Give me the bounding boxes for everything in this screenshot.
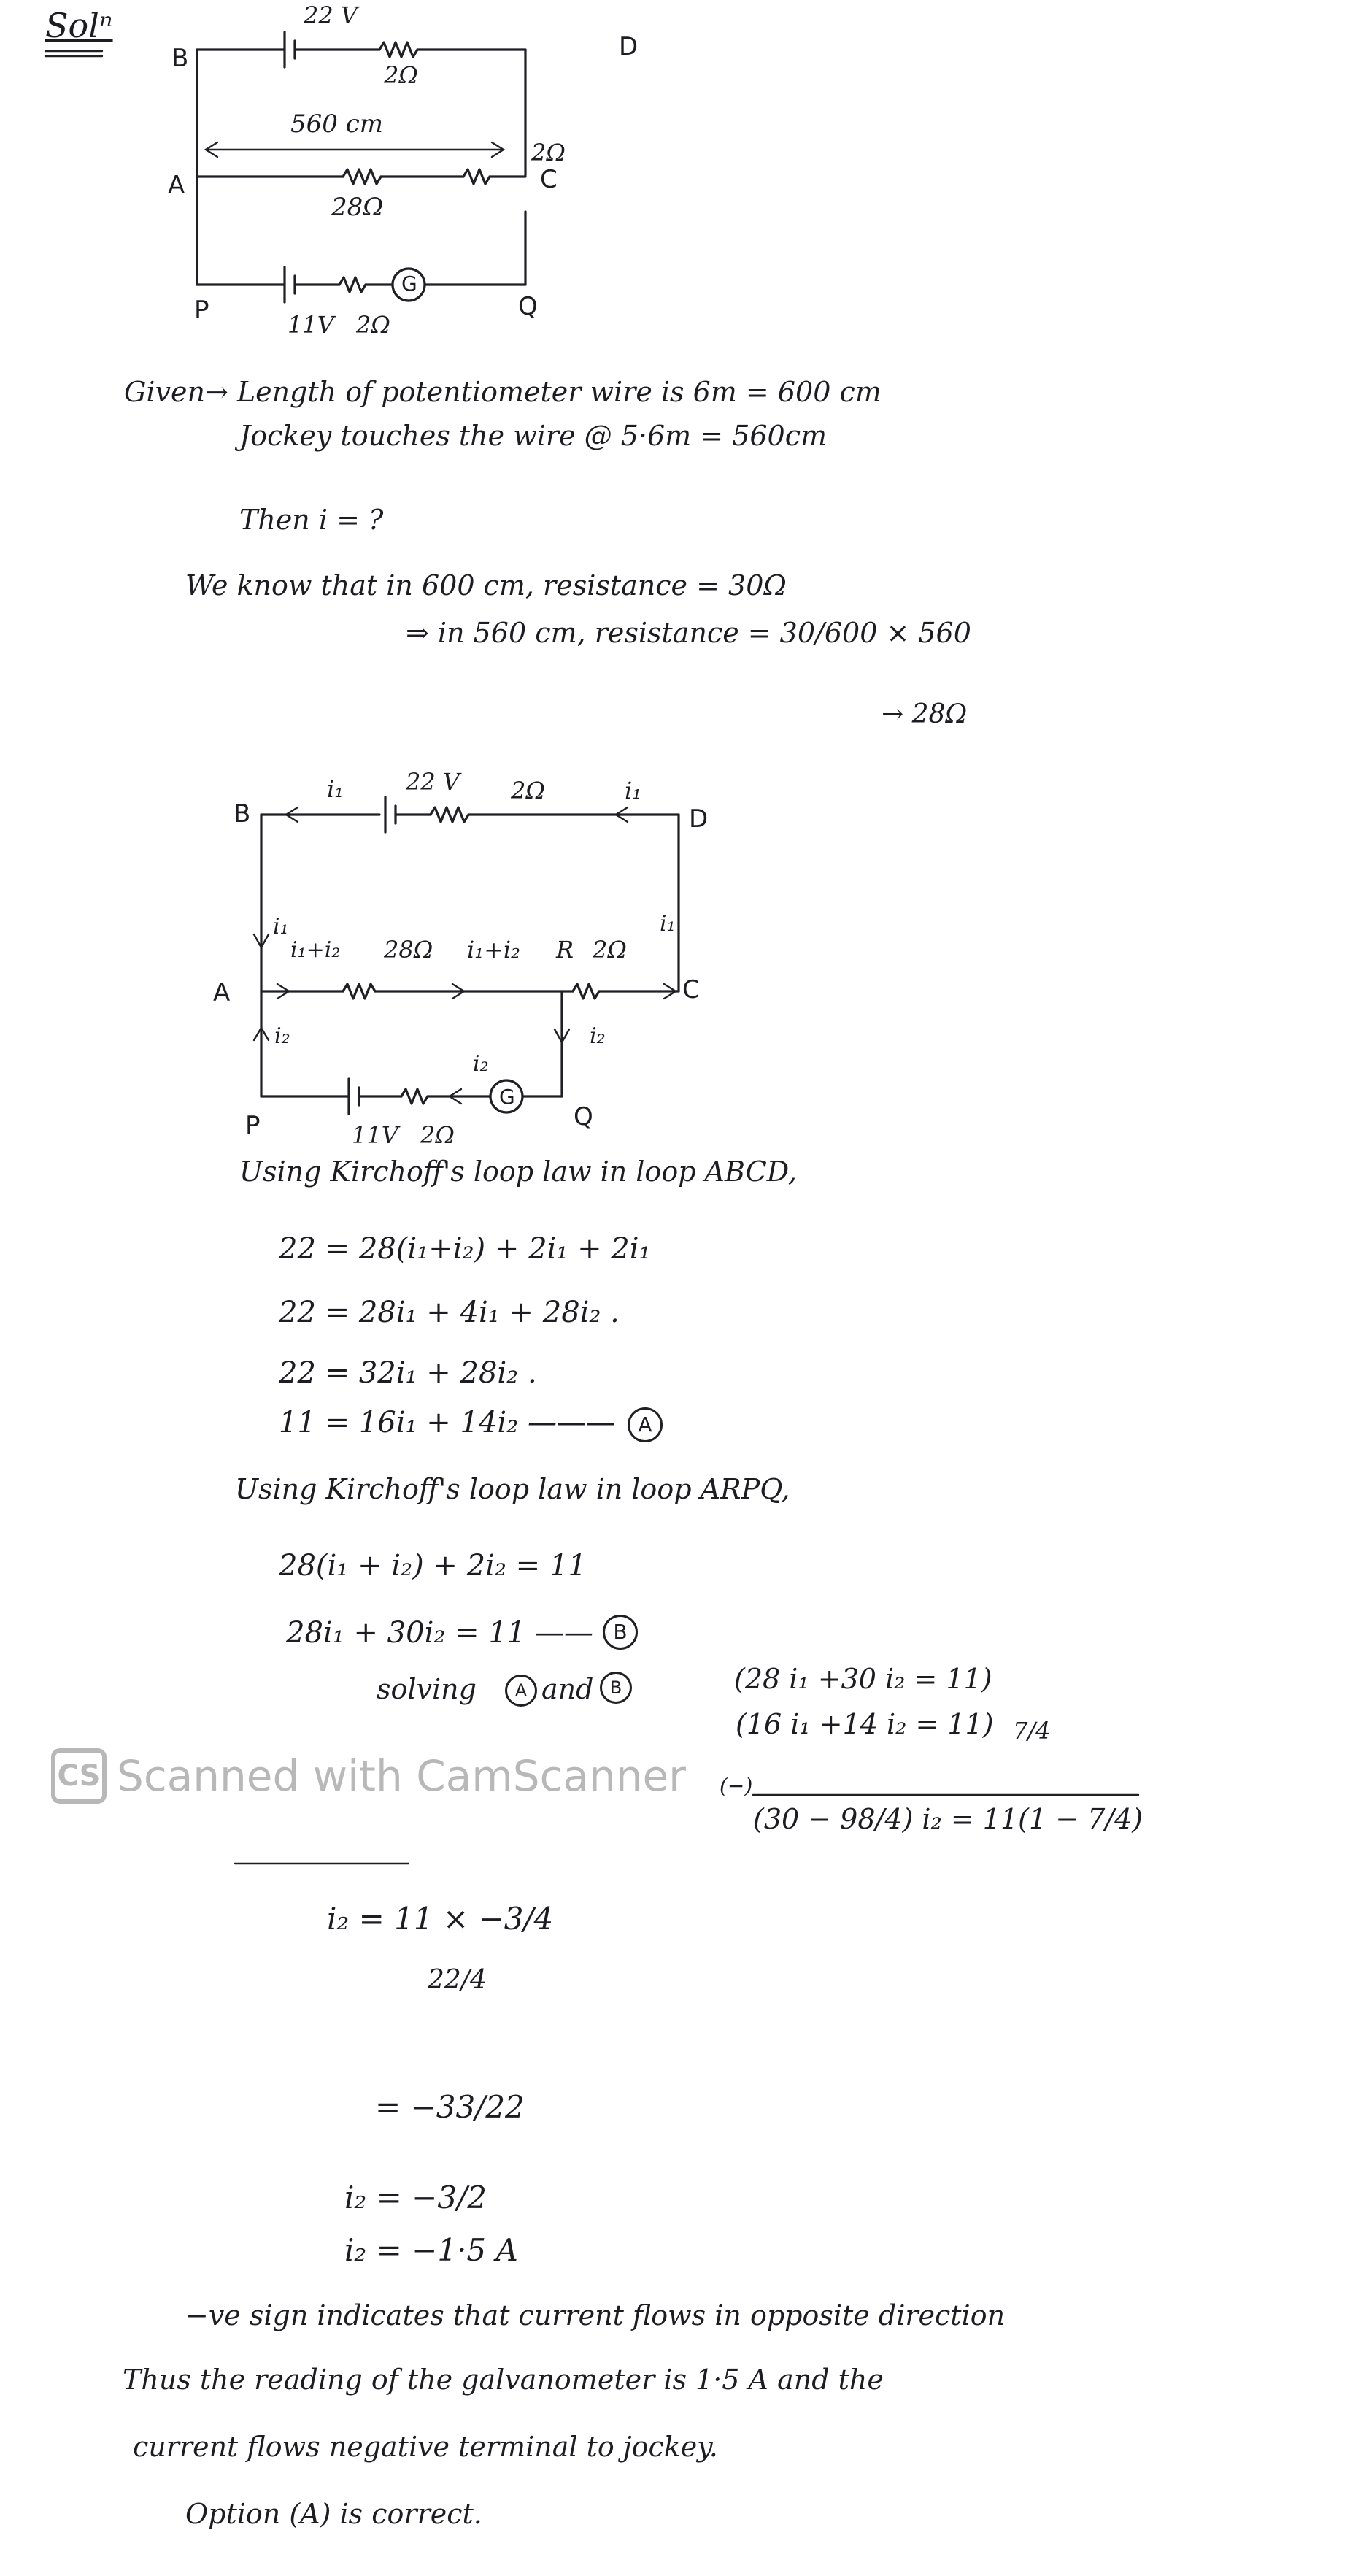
- divider-line: [234, 1861, 423, 1866]
- c2-i1i2-mid: i₁+i₂: [467, 936, 520, 964]
- eq-tag-B: B: [603, 1615, 638, 1650]
- subtraction-line: [752, 1792, 1146, 1798]
- solving-text: solving: [377, 1673, 477, 1705]
- c2-i1-rightwire: i₁: [660, 911, 676, 937]
- loop2-line-1: 28(i₁ + i₂) + 2i₂ = 11: [279, 1549, 587, 1583]
- c2-i1-right: i₁: [625, 777, 642, 804]
- c1-node-Q: Q: [518, 292, 538, 321]
- c2-node-C: C: [682, 975, 700, 1004]
- c2-i1-top: i₁: [327, 775, 344, 803]
- loop2-title: Using Kirchoff's loop law in loop ARPQ,: [235, 1473, 790, 1505]
- solving-tag-B: B: [600, 1672, 632, 1704]
- camscanner-logo: CS: [51, 1748, 107, 1804]
- c1-galvanometer-label: G: [401, 272, 417, 296]
- loop1-line-3: 22 = 32i₁ + 28i₂ .: [279, 1356, 537, 1390]
- c2-emf-top: 22 V: [406, 768, 460, 796]
- loop2-line-2: 28i₁ + 30i₂ = 11 ——: [286, 1616, 593, 1650]
- solving-eq-2: (16 i₁ +14 i₂ = 11): [736, 1708, 994, 1740]
- resistor-bottom: [339, 277, 366, 292]
- solving-eq-1: (28 i₁ +30 i₂ = 11): [734, 1663, 992, 1695]
- camscanner-watermark: [51, 1748, 686, 1804]
- c2-node-B: B: [234, 799, 251, 828]
- c1-emf-top: 22 V: [304, 1, 358, 29]
- loop1-line-4: 11 = 16i₁ + 14i₂ ———: [279, 1406, 615, 1439]
- calc-line-1: i₂ = 11 × −3/4: [327, 1901, 554, 1937]
- resistor-right: [463, 169, 490, 184]
- c2-R: R: [556, 936, 574, 964]
- c1-node-A: A: [168, 171, 185, 200]
- solving-tag-A: A: [505, 1675, 537, 1707]
- c1-r-wire: 28Ω: [331, 193, 384, 222]
- c2-node-Q: Q: [574, 1102, 593, 1131]
- c1-emf-bottom: 11V: [288, 311, 334, 339]
- c2-i2-right: i₂: [590, 1023, 606, 1049]
- solution-heading: Solⁿ: [45, 6, 113, 45]
- calc-line-2: 22/4: [428, 1965, 487, 1995]
- conclusion-line-3: current flows negative terminal to jockey.: [133, 2431, 718, 2463]
- c2-r-right: 2Ω: [593, 936, 627, 964]
- loop1-line-1: 22 = 28(i₁+i₂) + 2i₁ + 2i₁: [279, 1232, 651, 1266]
- given-line-3: Then i = ?: [239, 504, 384, 536]
- c1-node-B: B: [171, 44, 189, 73]
- c1-node-D: D: [619, 32, 639, 61]
- c2-emf-bottom: 11V: [352, 1121, 398, 1149]
- c2-galvanometer-label: G: [499, 1085, 515, 1109]
- c2-i1-left: i₁: [273, 914, 289, 939]
- c1-node-C: C: [540, 165, 558, 194]
- resistance-line-3: → 28Ω: [882, 699, 968, 729]
- c2-i2-mid: i₂: [473, 1051, 489, 1077]
- resistor-28: [343, 169, 381, 184]
- c2-r-wire: 28Ω: [384, 936, 433, 964]
- solving-multiplier: 7/4: [1013, 1717, 1051, 1745]
- c1-length-label: 560 cm: [290, 109, 383, 139]
- c1-r-top: 2Ω: [384, 61, 418, 89]
- c2-node-P: P: [245, 1111, 261, 1140]
- calc-line-5: i₂ = −1·5 A: [344, 2232, 518, 2268]
- c2-node-D: D: [689, 804, 709, 834]
- heading-double-underline: [44, 48, 109, 58]
- given-line-2: Jockey touches the wire @ 5·6m = 560cm: [239, 420, 828, 452]
- loop1-line-2: 22 = 28i₁ + 4i₁ + 28i₂ .: [279, 1296, 620, 1329]
- calc-line-3: = −33/22: [375, 2089, 525, 2125]
- c2-i2-left: i₂: [274, 1023, 290, 1049]
- calc-line-4: i₂ = −3/2: [344, 2180, 487, 2215]
- conclusion-line-4: Option (A) is correct.: [185, 2498, 482, 2530]
- conclusion-line-1: −ve sign indicates that current flows in opposite direction: [185, 2299, 1006, 2331]
- solving-result: (30 − 98/4) i₂ = 11(1 − 7/4): [753, 1803, 1143, 1835]
- conclusion-line-2: Thus the reading of the galvanometer is 1·5 A and the: [123, 2364, 884, 2396]
- resistor-top: [379, 42, 417, 57]
- c2-r-bottom: 2Ω: [420, 1121, 455, 1149]
- resistance-line-2: ⇒ in 560 cm, resistance = 30/600 × 560: [406, 617, 971, 649]
- given-line-1: Given→ Length of potentiometer wire is 6m = 600 cm: [124, 376, 882, 408]
- c1-node-P: P: [194, 296, 209, 325]
- resistance-line-1: We know that in 600 cm, resistance = 30Ω: [185, 569, 787, 601]
- eq-tag-A: A: [628, 1407, 663, 1442]
- c1-r-bottom: 2Ω: [356, 311, 390, 339]
- c2-i1i2-left: i₁+i₂: [290, 937, 341, 963]
- solving-and: and: [541, 1673, 594, 1705]
- c2-r-top: 2Ω: [511, 777, 545, 804]
- c1-r-right: 2Ω: [531, 139, 566, 166]
- camscanner-text: Scanned with CamScanner: [117, 1751, 687, 1801]
- loop1-title: Using Kirchoff's loop law in loop ABCD,: [239, 1156, 797, 1188]
- c2-node-A: A: [213, 978, 231, 1007]
- solving-subtract-sign: (−): [720, 1774, 753, 1798]
